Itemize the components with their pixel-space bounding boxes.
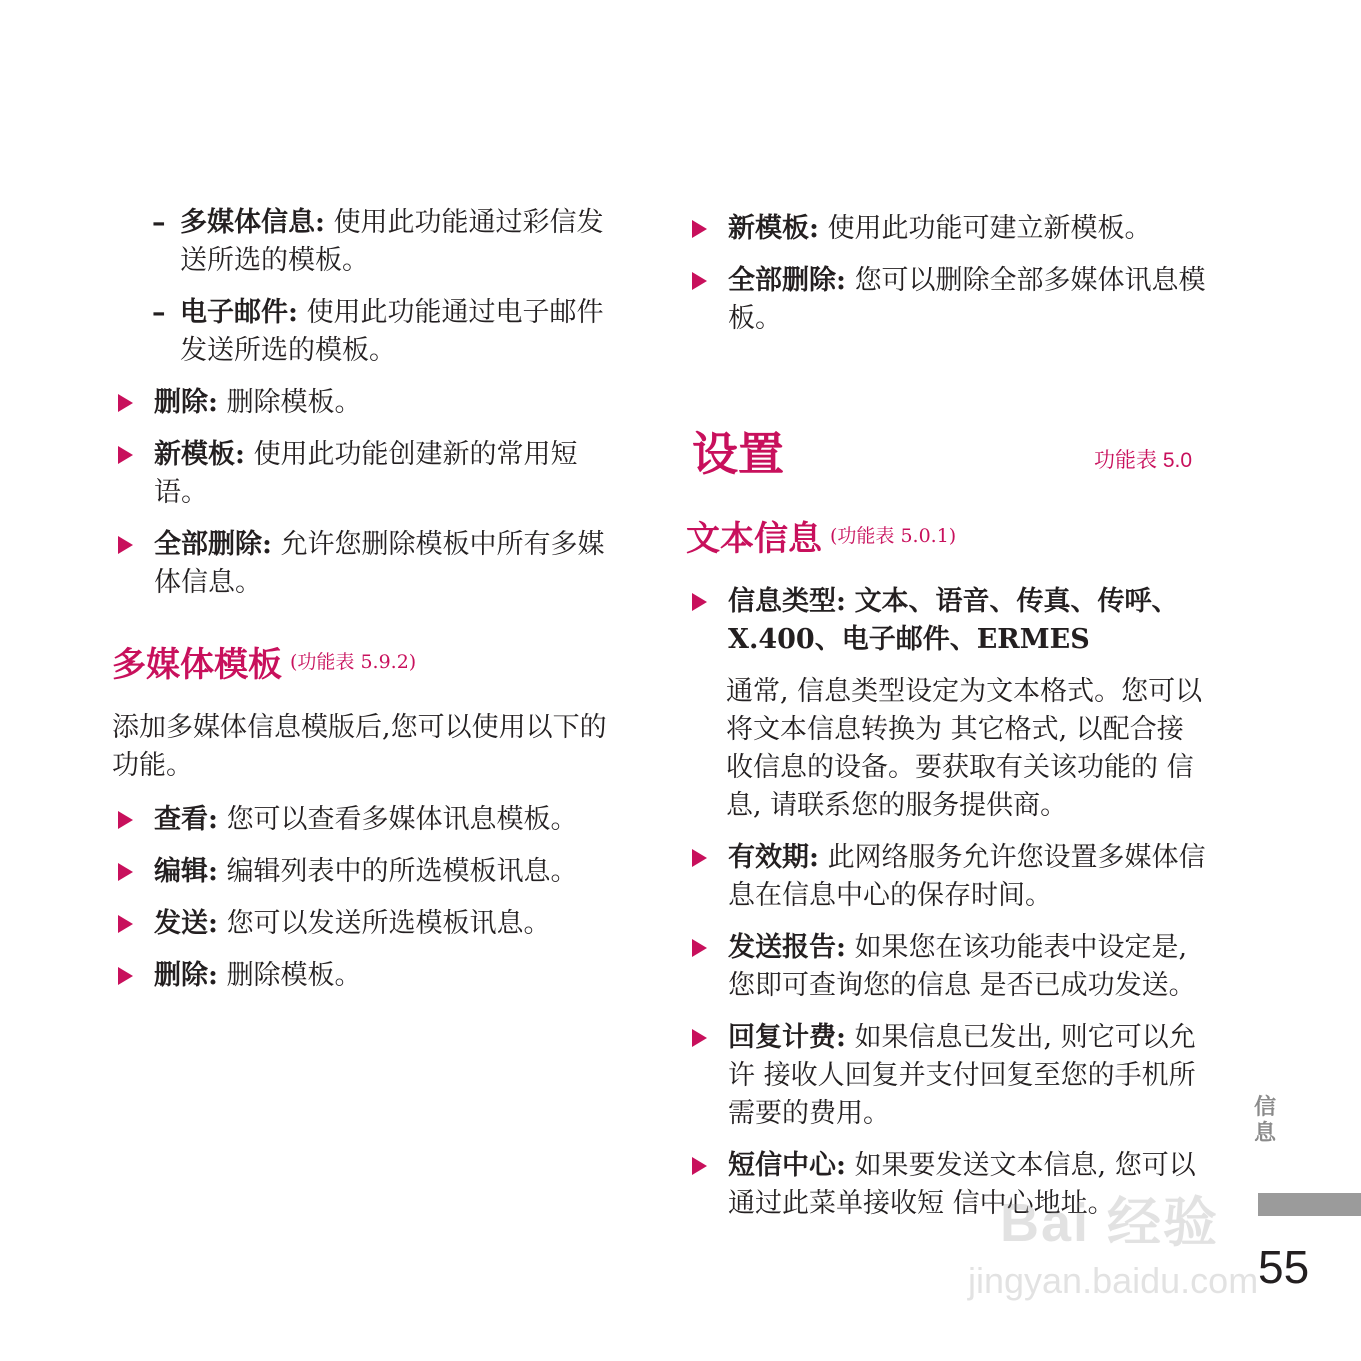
item-label: 回复计费: [728, 1022, 846, 1053]
item-text: 您可以发送所选模板讯息。 [226, 908, 551, 939]
item-text: 允许您删除模板中所有多媒体信息。 [154, 529, 605, 598]
triangle-bullet-icon [118, 863, 133, 881]
item-text: 此网络服务允许您设置多媒体信息在信息中心的保存时间。 [728, 842, 1206, 911]
list-item [686, 1019, 1206, 1133]
item-text: 如果您在该功能表中设定是, 您即可查询您的信息 是否已成功发送。 [728, 932, 1196, 1001]
section-heading [112, 640, 612, 687]
watermark-url: jingyan.baidu.com [968, 1260, 1259, 1301]
menu-reference: 功能表 5.0 [1094, 449, 1193, 472]
list-item [686, 839, 1206, 915]
item-text: 文本、语音、传真、传呼、X.400、电子邮件、ERMES [728, 586, 1179, 655]
triangle-bullet-icon [118, 536, 133, 554]
chapter-tab-char: 息 [1253, 1120, 1276, 1145]
item-text: 您可以删除全部多媒体讯息模板。 [728, 265, 1206, 334]
item-label: 删除: [154, 960, 218, 991]
list-item [686, 210, 1206, 248]
item-text: 编辑列表中的所选模板讯息。 [226, 856, 578, 887]
triangle-bullet-icon [692, 939, 707, 957]
triangle-bullet-icon [118, 394, 133, 412]
dash-marker: – [152, 297, 166, 328]
item-text: 如果信息已发出, 则它可以允许 接收人回复并支付回复至您的手机所需要的费用。 [728, 1022, 1196, 1129]
item-text: 使用此功能通过电子邮件发送所选的模板。 [180, 297, 604, 366]
page-number: 55 [1258, 1241, 1310, 1293]
section-title: 多媒体模板 [112, 645, 282, 685]
triangle-bullet-icon [118, 915, 133, 933]
list-item [686, 929, 1206, 1005]
list-item [112, 436, 612, 512]
right-column [686, 210, 1206, 1237]
item-label: 多媒体信息: [180, 207, 325, 238]
list-item [112, 905, 612, 943]
dash-marker: – [152, 207, 166, 238]
item-label: 新模板: [728, 213, 819, 244]
list-item [686, 583, 1206, 659]
item-description: 通常, 信息类型设定为文本格式。您可以将文本信息转换为 其它格式, 以配合接收信息的设备。要获取有关该功能的 信息, 请联系您的服务提供商。 [726, 676, 1203, 821]
item-text: 删除模板。 [226, 387, 362, 418]
triangle-bullet-icon [692, 1157, 707, 1175]
triangle-bullet-icon [692, 593, 707, 611]
chapter-tab-char: 信 [1253, 1094, 1276, 1119]
item-label: 查看: [154, 804, 218, 835]
item-label: 发送: [154, 908, 218, 939]
item-label: 编辑: [154, 856, 218, 887]
section-title: 文本信息 [686, 519, 822, 559]
triangle-bullet-icon [692, 849, 707, 867]
item-label: 新模板: [154, 439, 245, 470]
item-text: 您可以查看多媒体讯息模板。 [226, 804, 578, 835]
item-label: 有效期: [728, 842, 819, 873]
item-label: 电子邮件: [180, 297, 298, 328]
triangle-bullet-icon [118, 811, 133, 829]
item-text: 如果要发送文本信息, 您可以通过此菜单接收短 信中心地址。 [728, 1150, 1196, 1219]
list-item [112, 294, 612, 370]
menu-reference: (功能表 5.9.2) [290, 651, 417, 673]
item-text: 删除模板。 [226, 960, 362, 991]
list-item [112, 853, 612, 891]
watermark-logo-text: Bai 经验 [1000, 1193, 1220, 1253]
item-label: 信息类型: [728, 586, 846, 617]
section-heading [686, 514, 1206, 561]
triangle-bullet-icon [118, 446, 133, 464]
page-heading [686, 426, 1206, 488]
item-label: 发送报告: [728, 932, 846, 963]
list-item [112, 204, 612, 280]
triangle-bullet-icon [692, 220, 707, 238]
item-text: 使用此功能可建立新模板。 [827, 213, 1152, 244]
item-text: 使用此功能通过彩信发送所选的模板。 [180, 207, 604, 276]
item-text: 使用此功能创建新的常用短语。 [154, 439, 578, 508]
list-item [112, 526, 612, 602]
section-intro: 添加多媒体信息模版后,您可以使用以下的功能。 [112, 712, 607, 781]
item-label: 全部删除: [154, 529, 272, 560]
item-label: 全部删除: [728, 265, 846, 296]
list-item [112, 957, 612, 995]
left-column [112, 204, 612, 1009]
list-item [686, 1147, 1206, 1223]
page-title: 设置 [692, 427, 784, 481]
triangle-bullet-icon [118, 967, 133, 985]
chapter-tab-bar [1258, 1193, 1361, 1216]
item-label: 删除: [154, 387, 218, 418]
menu-reference: (功能表 5.0.1) [830, 525, 957, 547]
triangle-bullet-icon [692, 1029, 707, 1047]
item-label: 短信中心: [728, 1150, 846, 1181]
list-item [686, 262, 1206, 338]
list-item [112, 801, 612, 839]
list-item [112, 384, 612, 422]
triangle-bullet-icon [692, 272, 707, 290]
chapter-tab-label [1252, 1094, 1278, 1146]
